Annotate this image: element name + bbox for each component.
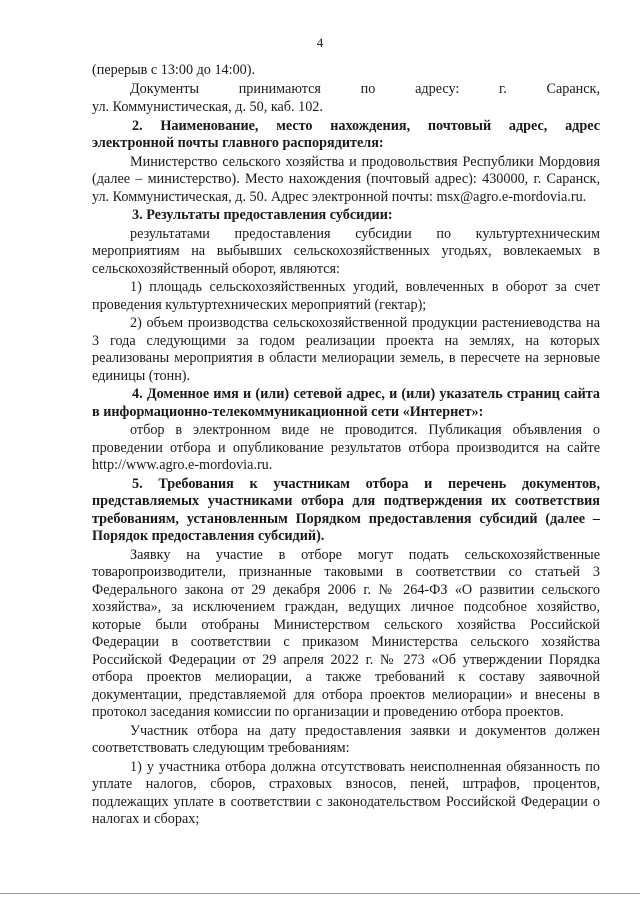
paragraph-requirements-intro: Участник отбора на дату предоставления заявки и документов должен соответствовать следующим требованиям: [92,722,600,756]
bottom-rule [0,893,640,894]
paragraph-ministry: Министерство сельского хозяйства и продовольствия Республики Мордовия (далее – министерство). Место нахождения (почтовый адрес): 430000, г. Саранск, ул. Коммунистическая, д. 50. Адрес электронной почты: msx@agro.e-mordovia.ru. [92,153,600,205]
document-body [92,62,600,830]
paragraph-website: отбор в электронном виде не проводится. Публикация объявления о проведении отбора и опубликование результатов отбора производится на сайте http://www.agro.e-mordovia.ru. [92,422,600,473]
list-item-2: 2) объем производства сельскохозяйственной продукции растениеводства на 3 года следующими за годом реализации проекта на землях, на которых реализованы мероприятия в области мелиорации земель, в пересчете на зерновые единицы (тонн). [92,315,600,384]
list-item-requirement-1: 1) у участника отбора должна отсутствовать неисполненная обязанность по уплате налогов, сборов, страховых взносов, пеней, штрафов, процентов, подлежащих уплате в соответствии с законодательством Российской Федерации о налогах и сборах; [92,758,600,827]
heading-section-5: 5. Требования к участникам отбора и перечень документов, представляемых участниками отбора для подтверждения их соответствия требованиям, установленным Порядком предоставления субсидий (далее – Порядок предоставления субсидий). [92,475,600,544]
heading-section-2: 2. Наименование, место нахождения, почтовый адрес, адрес электронной почты главного распорядителя: [92,117,600,151]
heading-section-3: 3. Результаты предоставления субсидии: [132,207,393,223]
paragraph-eligibility: Заявку на участие в отборе могут подать сельскохозяйственные товаропроизводители, признанные таковыми в соответствии со статьей 3 Федерального закона от 29 декабря 2006 г. № 264-ФЗ «О развитии сельского хозяйства», за исключением граждан, ведущих личное подсобное хозяйство, которые были отобраны Министерством сельского хозяйства Российской Федерации в соответствии с приказом Министерства сельского хозяйства Российской Федерации от 29 апреля 2022 г. № 273 «Об утверждении Порядка отбора проектов мелиорации, а также требований к составу заявочной документации, представляемой для отбора проектов мелиорации» и внесены в протокол заседания комиссии по организации и проведению отбора проектов. [92,546,600,720]
paragraph-documents-address: Документы принимаются по адресу: г. Саранск, [130,80,600,97]
paragraph-break-hours: (перерыв с 13:00 до 14:00). [92,62,256,78]
paragraph-address-street: ул. Коммунистическая, д. 50, каб. 102. [92,99,323,115]
list-item-1: 1) площадь сельскохозяйственных угодий, вовлеченных в оборот за счет проведения культуртехнических мероприятий (гектар); [92,279,600,313]
paragraph-results: результатами предоставления субсидии по культуртехническим мероприятиям на выбывших сельскохозяйственных угодьях, вовлекаемых в сельскохозяйственный оборот, являются: [92,225,600,277]
page-number: 4 [316,35,324,50]
heading-section-4: 4. Доменное имя и (или) сетевой адрес, и (или) указатель страниц сайта в информационно-телекоммуникационной сети «Интернет»: [92,386,600,420]
